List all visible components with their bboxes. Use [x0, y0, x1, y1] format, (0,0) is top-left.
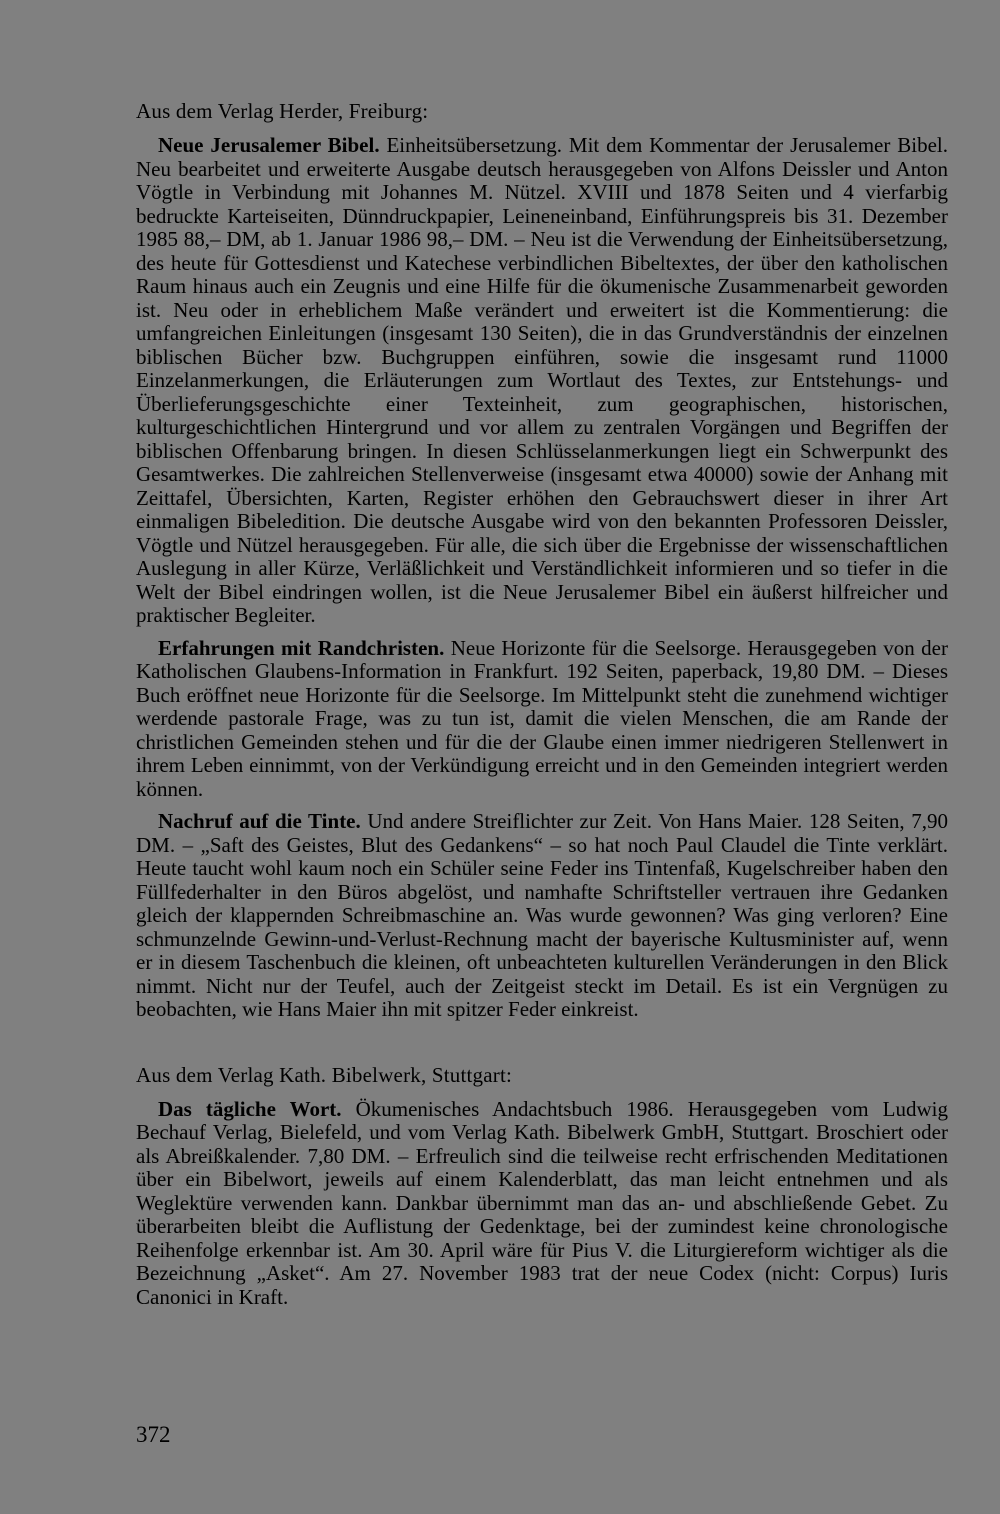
entry-nachruf-auf-die-tinte	[136, 810, 948, 1022]
entry-title: Neue Jerusalemer Bibel.	[158, 133, 380, 157]
entry-title: Das tägliche Wort.	[158, 1096, 342, 1121]
section-heading-herder: Aus dem Verlag Herder, Freiburg:	[136, 99, 429, 123]
entry-title: Nachruf auf die Tinte.	[158, 809, 361, 833]
entry-das-taegliche-wort	[136, 1098, 948, 1310]
section-heading-bibelwerk: Aus dem Verlag Kath. Bibelwerk, Stuttgart:	[136, 1062, 513, 1087]
entry-text: Ökumenisches Andachtsbuch 1986. Herausgegeben vom Ludwig Bechauf Verlag, Bielefeld, und vom Verlag Kath. Bibelwerk GmbH, Stuttgart. Broschiert oder als Abreißkalender. 7,80 DM. – Erfreulich sind die teilweise recht erfrischenden Meditationen über ein Bibelwort, jeweils auf einem Kalenderblatt, das man leicht entnehmen und als Weglektüre verwenden kann. Dankbar übernimmt man das an- und abschließende Gebet. Zu überarbeiten bleibt die Auflistung der Gedenktage, bei der zumindest keine chronologische Reihenfolge erkennbar ist. Am 30. April wäre für Pius V. die Liturgiereform wichtiger als die Bezeichnung „Asket“. Am 27. November 1983 trat der neue Codex (nicht: Corpus) Iuris Canonici in Kraft.	[136, 1096, 948, 1309]
document-page	[136, 100, 948, 1309]
entry-text: Und andere Streiflichter zur Zeit. Von Hans Maier. 128 Seiten, 7,90 DM. – „Saft des Geistes, Blut des Gedankens“ – so hat noch Paul Claudel die Tinte verklärt. Heute taucht wohl kaum noch ein Schüler seine Feder ins Tintenfaß, Kugelschreiber haben den Füllfederhalter in den Büros abgelöst, und namhafte Schriftsteller vertrauen ihre Gedanken gleich der klappernden Schreibmaschine an. Was wurde gewonnen? Was ging verloren? Eine schmunzelnde Gewinn-und-Verlust-Rechnung macht der bayerische Kultusminister auf, wenn er in diesem Taschenbuch die kleinen, oft unbeachteten kulturellen Veränderungen in den Blick nimmt. Nicht nur der Teufel, auch der Zeitgeist steckt im Detail. Es ist ein Vergnügen zu beobachten, wie Hans Maier ihn mit spitzer Feder einkreist.	[136, 809, 948, 1021]
entry-title: Erfahrungen mit Randchristen.	[158, 635, 445, 660]
page-number: 372	[136, 1422, 171, 1447]
entry-neue-jerusalemer-bibel	[136, 134, 948, 628]
entry-text: Einheitsübersetzung. Mit dem Kommentar der Jerusalemer Bibel. Neu bearbeitet und erweiterte Ausgabe deutsch herausgegeben von Alfons Deissler und Anton Vögtle in Verbindung mit Johannes M. Nützel. XVIII und 1878 Seiten und 4 vierfarbig bedruckte Karteiseiten, Dünndruckpapier, Leineneinband, Einführungspreis bis 31. Dezember 1985 88,– DM, ab 1. Januar 1986 98,– DM. – Neu ist die Verwendung der Einheitsübersetzung, des heute für Gottesdienst und Katechese verbindlichen Bibeltextes, der über den katholischen Raum hinaus auch ein Zeugnis und eine Hilfe für die ökumenische Zusammenarbeit geworden ist. Neu oder in erheblichem Maße verändert und erweitert ist die Kommentierung: die umfangreichen Einleitungen (insgesamt 130 Seiten), die in das Grundverständnis der einzelnen biblischen Bücher bzw. Buchgruppen einführen, sowie die insgesamt rund 11000 Einzelanmerkungen, die Erläuterungen zum Wortlaut des Textes, zur Entstehungs- und Überlieferungsgeschichte einer Texteinheit, zum geographischen, historischen, kulturgeschichtlichen Hintergrund und vor allem zu zentralen Vorgängen und Begriffen der biblischen Offenbarung bringen. In diesen Schlüsselanmerkungen liegt ein Schwerpunkt des Gesamtwerkes. Die zahlreichen Stellenverweise (insgesamt etwa 40000) sowie der Anhang mit Zeittafel, Übersichten, Karten, Register erhöhen den Gebrauchswert dieser in ihrer Art einmaligen Bibeledition. Die deutsche Ausgabe wird von den bekannten Professoren Deissler, Vögtle und Nützel herausgegeben. Für alle, die sich über die Ergebnisse der wissenschaftlichen Auslegung in aller Kürze, Verläßlichkeit und Verständlichkeit informieren und so tiefer in die Welt der Bibel eindringen wollen, ist die Neue Jerusalemer Bibel ein äußerst hilfreicher und praktischer Begleiter.	[136, 133, 948, 627]
entry-erfahrungen-mit-randchristen	[136, 637, 948, 802]
entry-text: Neue Horizonte für die Seelsorge. Herausgegeben von der Katholischen Glaubens-Information in Frankfurt. 192 Seiten, paperback, 19,80 DM. – Dieses Buch eröffnet neue Horizonte für die Seelsorge. Im Mittelpunkt steht die zunehmend wichtiger werdende pastorale Frage, was zu tun ist, damit die vielen Menschen, die am Rande der christlichen Gemeinden stehen und für die der Glaube einen immer niedrigeren Stellenwert in ihrem Leben einnimmt, von der Verkündigung erreicht und in den Gemeinden integriert werden können.	[136, 635, 948, 801]
